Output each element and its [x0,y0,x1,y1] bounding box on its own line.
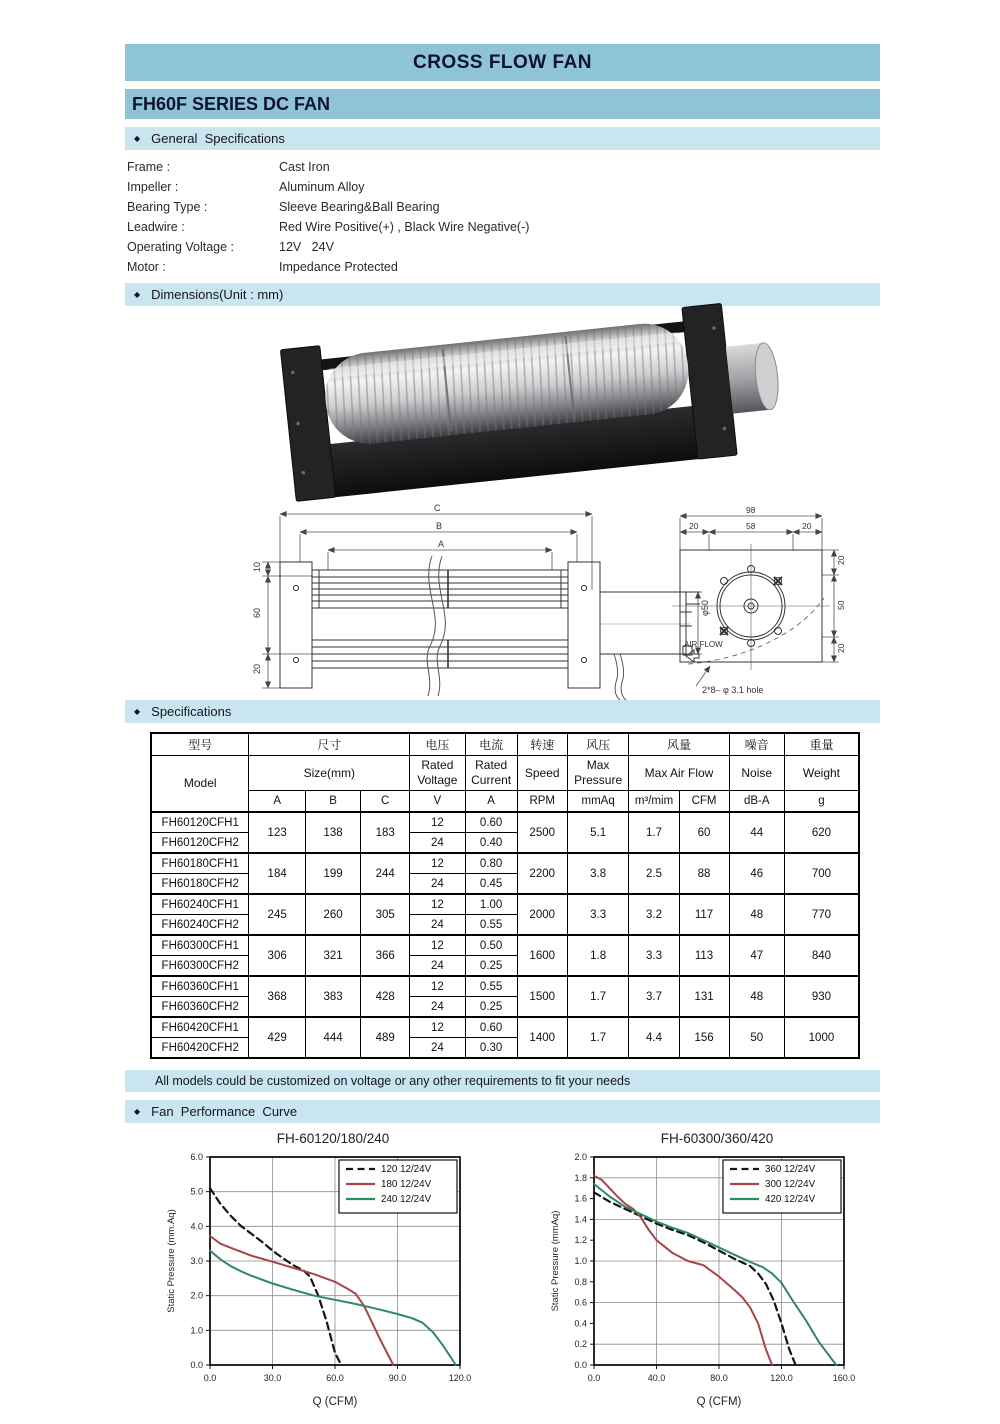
spec-cell: 1400 [517,1017,567,1058]
header-cell: 风量 [629,733,729,756]
spec-table [150,732,860,1059]
dim-label-60: 60 [252,607,262,618]
spec-cell: 840 [784,935,859,976]
table-header-en [151,756,859,791]
spec-cell: 3.3 [567,894,629,935]
spec-label: Frame : [127,160,171,174]
table-row [151,894,859,915]
page-title: CROSS FLOW FAN [125,44,880,81]
spec-cell: 2500 [517,812,567,853]
svg-text:1.4: 1.4 [574,1214,587,1225]
svg-text:120.0: 120.0 [770,1373,793,1383]
chart-title: FH-60300/360/420 [660,1131,774,1146]
spec-cell: 321 [305,935,360,976]
cross-flow-fan-photo [223,311,783,497]
series-line [594,1192,796,1365]
spec-value: Impedance Protected [279,260,398,274]
dim-label-98: 98 [746,505,756,515]
spec-cell: 199 [305,853,360,894]
chart-legend [723,1160,841,1213]
spec-cell: 184 [249,853,305,894]
spec-cell: 12 [410,935,465,956]
spec-cell: 428 [361,976,410,1017]
spec-cell: 12 [410,853,465,874]
svg-text:1.0: 1.0 [574,1256,587,1266]
header-cell: Max Air Flow [629,756,729,791]
spec-cell: 1600 [517,935,567,976]
svg-text:120.0: 120.0 [448,1373,472,1383]
legend-label: 420 12/24V [765,1194,816,1205]
spec-cell: 3.3 [629,935,679,976]
legend-label: 360 12/24V [765,1164,816,1175]
spec-label: Operating Voltage : [127,240,235,254]
header-cell: 电流 [465,733,517,756]
spec-cell: 0.80 [465,853,517,874]
header-cell: 电压 [410,733,465,756]
spec-cell: 0.25 [465,956,517,977]
spec-cell: 366 [361,935,410,976]
x-axis-label: Q (CFM) [696,1396,742,1408]
spec-cell: 131 [679,976,729,1017]
unit-cell: CFM [679,791,729,813]
hole-note-label: 2*8– φ 3.1 hole [702,685,764,695]
spec-cell: 0.55 [465,915,517,936]
header-cell: Size(mm) [249,756,410,791]
svg-text:1.0: 1.0 [190,1325,203,1336]
spec-cell: 3.2 [629,894,679,935]
unit-cell: V [410,791,465,813]
spec-table-body [151,812,859,1058]
model-cell: FH60300CFH2 [151,956,249,977]
spec-cell: 12 [410,1017,465,1038]
spec-cell: 24 [410,956,465,977]
general-spec-row [127,237,880,257]
svg-text:60.0: 60.0 [326,1373,344,1383]
product-photo [125,311,880,502]
spec-label: Impeller : [127,180,179,194]
header-cell: 风压 [567,733,629,756]
performance-chart-canvas [547,1147,857,1419]
model-cell: FH60120CFH1 [151,812,249,833]
header-cell: Model [151,756,249,813]
spec-cell: 0.60 [465,1017,517,1038]
diamond-bullet-icon: ◆ [134,1106,141,1116]
spec-cell: 24 [410,915,465,936]
unit-cell: dB-A [729,791,784,813]
spec-cell: 1500 [517,976,567,1017]
general-spec-row [127,257,880,277]
spec-cell: 306 [249,935,305,976]
spec-cell: 489 [361,1017,410,1058]
spec-cell: 244 [361,853,410,894]
spec-cell: 183 [361,812,410,853]
section-label: Fan Performance Curve [151,1104,298,1119]
spec-value: Cast Iron [279,160,330,174]
series-title: FH60F SERIES DC FAN [125,89,880,119]
section-label: General Specifications [151,131,285,146]
diamond-bullet-icon: ◆ [134,133,141,143]
table-row [151,935,859,956]
spec-cell: 24 [410,997,465,1018]
unit-cell: A [249,791,305,813]
model-cell: FH60180CFH2 [151,874,249,895]
spec-cell: 113 [679,935,729,976]
spec-label: Bearing Type : [127,200,208,214]
model-cell: FH60300CFH1 [151,935,249,956]
customization-note: All models could be customized on voltage or any other requirements to fit your needs [125,1070,880,1092]
svg-text:0.4: 0.4 [574,1318,587,1329]
spec-cell: 123 [249,812,305,853]
model-cell: FH60240CFH2 [151,915,249,936]
general-spec-row [127,197,880,217]
spec-cell: 1.7 [567,1017,629,1058]
svg-text:40.0: 40.0 [647,1373,666,1383]
svg-text:3.0: 3.0 [190,1256,203,1266]
spec-cell: 368 [249,976,305,1017]
spec-cell: 1.7 [629,812,679,853]
header-cell: Rated Voltage [410,756,465,791]
unit-cell: A [465,791,517,813]
spec-label: Leadwire : [127,220,185,234]
model-cell: FH60420CFH2 [151,1038,249,1059]
header-cell: Rated Current [465,756,517,791]
section-performance-curve [125,1100,880,1123]
dim-label-20-right: 20 [802,521,812,531]
x-axis-label: Q (CFM) [312,1396,358,1408]
spec-cell: 12 [410,976,465,997]
spec-cell: 429 [249,1017,305,1058]
spec-cell: 1000 [784,1017,859,1058]
spec-cell: 0.55 [465,976,517,997]
svg-text:4.0: 4.0 [190,1221,203,1232]
chart-legend [339,1160,457,1213]
section-label: Specifications [151,704,232,719]
spec-cell: 1.7 [567,976,629,1017]
table-header-units [151,791,859,813]
spec-cell: 0.50 [465,935,517,956]
fan-assembly [280,298,785,501]
svg-text:2.0: 2.0 [574,1152,587,1162]
unit-cell: C [361,791,410,813]
svg-text:0.0: 0.0 [574,1360,587,1370]
dim-label-20: 20 [252,663,262,674]
spec-cell: 0.45 [465,874,517,895]
table-row [151,853,859,874]
chart-series [210,1188,456,1365]
chart-block-left [163,1131,473,1424]
performance-chart-fh60300-360-420 [547,1147,857,1424]
svg-text:1.8: 1.8 [574,1172,587,1183]
spec-cell: 620 [784,812,859,853]
header-cell: 转速 [517,733,567,756]
spec-cell: 60 [679,812,729,853]
performance-charts [163,1131,880,1424]
spec-cell: 117 [679,894,729,935]
spec-cell: 0.30 [465,1038,517,1059]
dim-label-shaft-dia: φ50 [700,600,710,616]
table-header-cn [151,733,859,756]
spec-cell: 770 [784,894,859,935]
unit-cell: mmAq [567,791,629,813]
spec-cell: 305 [361,894,410,935]
spec-cell: 2000 [517,894,567,935]
spec-cell: 138 [305,812,360,853]
spec-cell: 24 [410,874,465,895]
spec-cell: 24 [410,833,465,854]
unit-cell: RPM [517,791,567,813]
section-specifications [125,700,880,723]
performance-chart-fh60120-180-240 [163,1147,473,1424]
model-cell: FH60120CFH2 [151,833,249,854]
table-row [151,812,859,833]
model-cell: FH60420CFH1 [151,1017,249,1038]
svg-text:6.0: 6.0 [190,1152,203,1162]
general-spec-row [127,177,880,197]
svg-text:80.0: 80.0 [710,1373,728,1383]
model-cell: FH60360CFH2 [151,997,249,1018]
spec-cell: 245 [249,894,305,935]
spec-cell: 1.8 [567,935,629,976]
table-row [151,976,859,997]
header-cell: Weight [784,756,859,791]
spec-value: Sleeve Bearing&Ball Bearing [279,200,440,214]
spec-value: 12V 24V [279,240,334,254]
y-axis-label: Static Pressure (mmAq) [550,1210,561,1312]
svg-text:0.0: 0.0 [587,1373,601,1383]
spec-cell: 700 [784,853,859,894]
spec-cell: 88 [679,853,729,894]
spec-cell: 24 [410,1038,465,1059]
chart-block-right [547,1131,857,1424]
legend-label: 300 12/24V [765,1179,816,1190]
svg-text:160.0: 160.0 [832,1373,856,1383]
spec-cell: 4.4 [629,1017,679,1058]
spec-cell: 47 [729,935,784,976]
dim-label-a: A [438,539,445,549]
spec-cell: 2200 [517,853,567,894]
unit-cell: g [784,791,859,813]
series-line [210,1236,393,1365]
legend-label: 120 12/24V [381,1164,432,1175]
header-cell: 重量 [784,733,859,756]
spec-value: Red Wire Positive(+) , Black Wire Negative(-) [279,220,530,234]
spec-cell: 12 [410,894,465,915]
svg-text:0.0: 0.0 [203,1373,217,1383]
spec-cell: 0.60 [465,812,517,833]
spec-cell: 12 [410,812,465,833]
header-cell: Speed [517,756,567,791]
dim-label-c: C [434,503,441,513]
model-cell: FH60180CFH1 [151,853,249,874]
svg-text:0.0: 0.0 [190,1360,203,1370]
svg-text:1.6: 1.6 [574,1193,587,1204]
svg-text:0.6: 0.6 [574,1297,587,1308]
spec-cell: 48 [729,976,784,1017]
spec-cell: 260 [305,894,360,935]
spec-cell: 444 [305,1017,360,1058]
header-cell: 型号 [151,733,249,756]
unit-cell: m³/mim [629,791,679,813]
spec-cell: 3.7 [629,976,679,1017]
spec-cell: 48 [729,894,784,935]
table-row [151,1017,859,1038]
spec-cell: 0.40 [465,833,517,854]
dim-label-b: B [436,521,443,531]
section-dimensions [125,283,880,306]
dim-label-58: 58 [746,521,756,531]
header-cell: Max Pressure [567,756,629,791]
svg-text:0.8: 0.8 [574,1276,587,1287]
chart-title: FH-60120/180/240 [276,1131,390,1146]
spec-cell: 44 [729,812,784,853]
spec-value: Aluminum Alloy [279,180,365,194]
section-label: Dimensions(Unit : mm) [151,287,284,302]
dim-label-20-top: 20 [836,555,846,565]
page-content [125,0,880,1424]
general-spec-row [127,217,880,237]
dim-label-10: 10 [252,561,262,572]
svg-text:30.0: 30.0 [263,1373,282,1383]
model-cell: FH60360CFH1 [151,976,249,997]
general-specs-list [125,150,880,281]
spec-label: Motor : [127,260,166,274]
header-cell: 尺寸 [249,733,410,756]
dim-label-20-bottom: 20 [836,643,846,653]
legend-label: 180 12/24V [381,1179,432,1190]
header-cell: Noise [729,756,784,791]
dim-label-20-left: 20 [689,521,699,531]
spec-cell: 156 [679,1017,729,1058]
spec-cell: 46 [729,853,784,894]
spec-cell: 2.5 [629,853,679,894]
svg-text:0.2: 0.2 [574,1339,587,1350]
spec-cell: 1.00 [465,894,517,915]
svg-text:2.0: 2.0 [190,1290,203,1301]
legend-label: 240 12/24V [381,1194,432,1205]
spec-cell: 930 [784,976,859,1017]
dim-label-50: 50 [836,600,846,610]
header-cell: 噪音 [729,733,784,756]
svg-text:1.2: 1.2 [574,1235,587,1246]
diamond-bullet-icon: ◆ [134,706,141,716]
spec-cell: 5.1 [567,812,629,853]
air-flow-label: AIR FLOW [684,640,723,649]
svg-text:90.0: 90.0 [388,1373,407,1383]
model-cell: FH60240CFH1 [151,894,249,915]
y-axis-label: Static Pressure (mm.Aq) [166,1209,177,1313]
unit-cell: B [305,791,360,813]
dimension-drawings [180,504,880,700]
dimension-drawing-end [638,504,888,700]
spec-cell: 3.8 [567,853,629,894]
diamond-bullet-icon: ◆ [134,289,141,299]
performance-chart-canvas [163,1147,473,1419]
spec-cell: 383 [305,976,360,1017]
svg-text:5.0: 5.0 [190,1186,203,1197]
spec-cell: 0.25 [465,997,517,1018]
section-general-specifications [125,127,880,150]
spec-cell: 50 [729,1017,784,1058]
general-spec-row [127,157,880,177]
